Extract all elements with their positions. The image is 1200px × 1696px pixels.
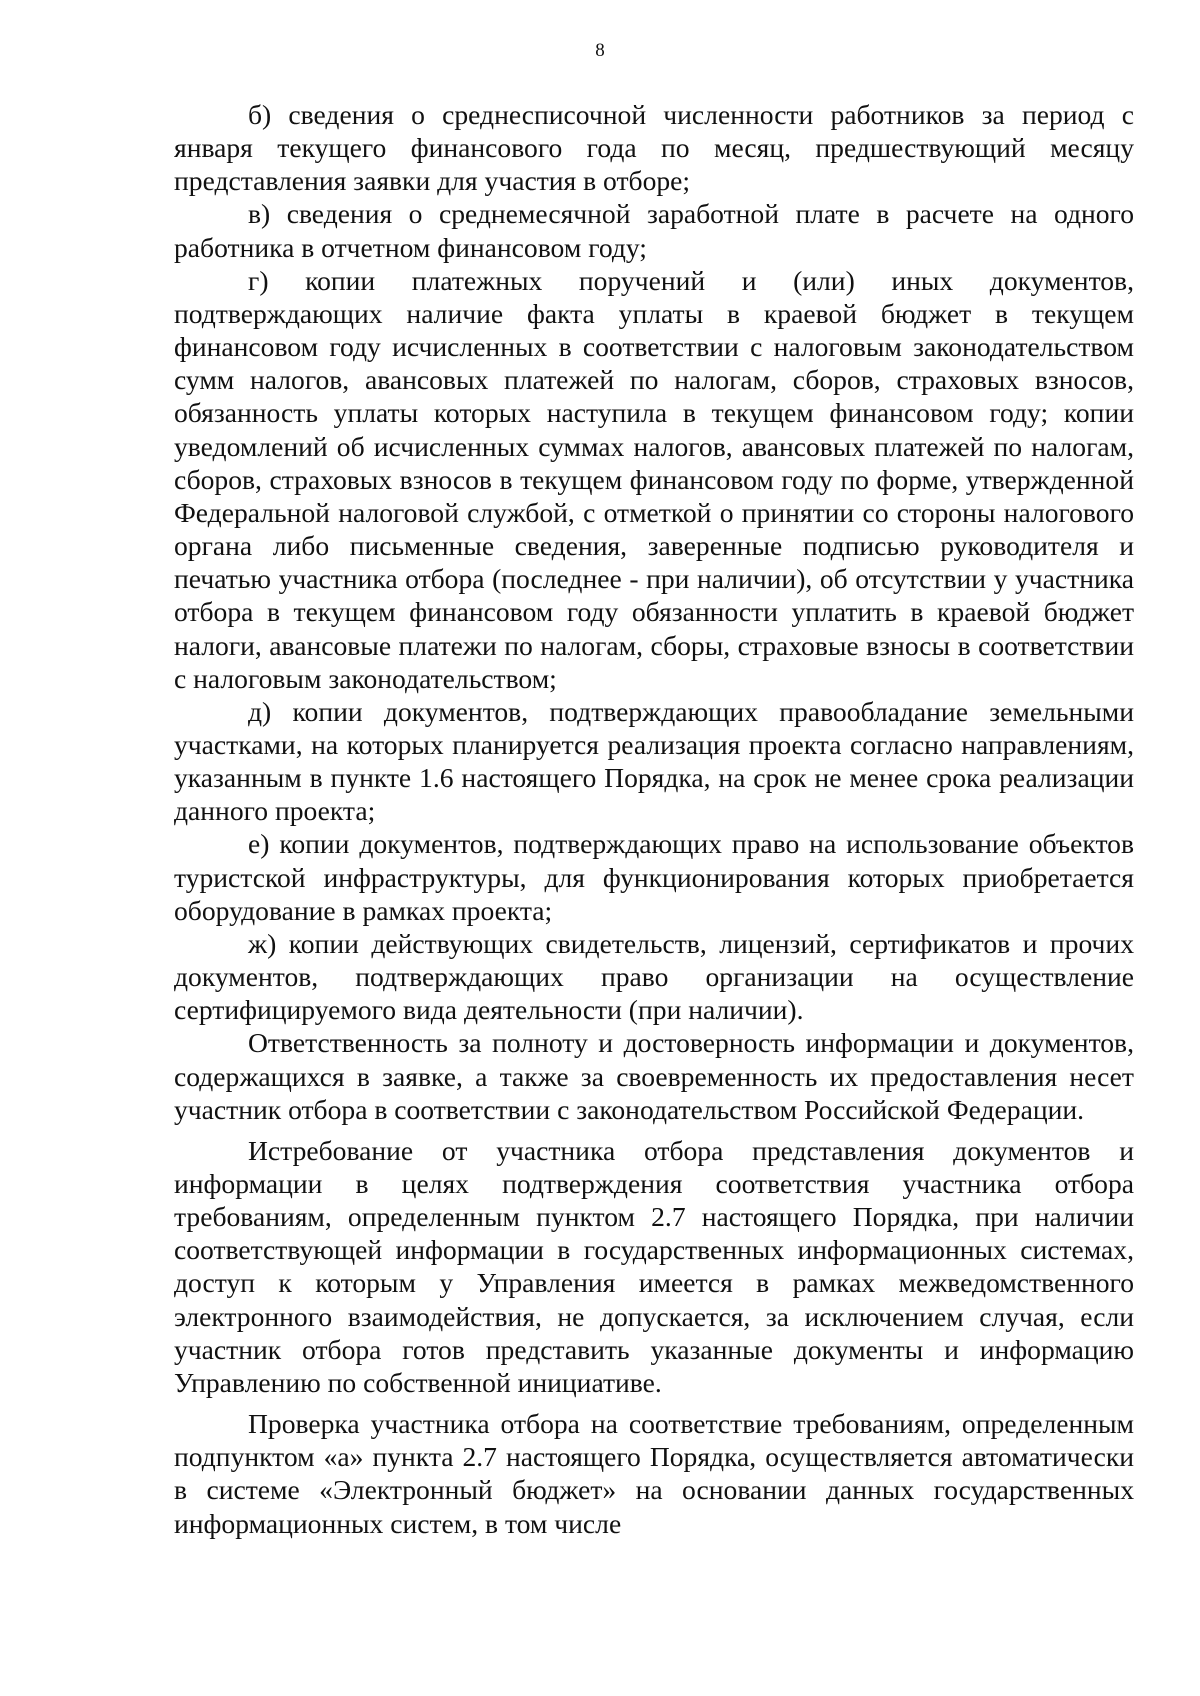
paragraph-b: б) сведения о среднесписочной численности работников за период с января текущего финансового года по месяц, предшествующий месяцу представления заявки для участия в отборе; — [174, 99, 1134, 197]
page-number: 8 — [595, 40, 605, 61]
paragraph-e: е) копии документов, подтверждающих право на использование объектов туристской инфраструктуры, для функционирования которых приобретается оборудование в рамках проекта; — [174, 828, 1134, 926]
paragraph-v: в) сведения о среднемесячной заработной плате в расчете на одного работника в отчетном финансовом году; — [174, 198, 1134, 263]
paragraph-zh: ж) копии действующих свидетельств, лицензий, сертификатов и прочих документов, подтверждающих право организации на осуществление сертифицируемого вида деятельности (при наличии). — [174, 927, 1134, 1026]
paragraph-spacer — [174, 1399, 1134, 1407]
paragraph-spacer — [174, 1126, 1134, 1134]
paragraph-responsibility: Ответственность за полноту и достоверность информации и документов, содержащихся в заявке, а также за своевременность их предоставления несет участник отбора в соответствии с законодательством Российской Федерации. — [174, 1027, 1134, 1125]
paragraph-verification: Проверка участника отбора на соответствие требованиям, определенным подпунктом «а» пункта 2.7 настоящего Порядка, осуществляется автоматически в системе «Электронный бюджет» на основании данных государственных информационных систем, в том числе — [174, 1408, 1134, 1539]
document-body — [174, 98, 1134, 1540]
paragraph-g: г) копии платежных поручений и (или) иных документов, подтверждающих наличие факта уплаты в краевой бюджет в текущем финансовом году исчисленных в соответствии с налоговым законодательством сумм налогов, авансовых платежей по налогам, сборов, страховых взносов, обязанность уплаты которых наступила в текущем финансовом году; копии уведомлений об исчисленных суммах налогов, авансовых платежей по налогам, сборов, страховых взносов в текущем финансовом году по форме, утвержденной Федеральной налоговой службой, с отметкой о принятии со стороны налогового органа либо письменные сведения, заверенные подписью руководителя и печатью участника отбора (последнее - при наличии), об отсутствии у участника отбора в текущем финансовом году обязанности уплатить в краевой бюджет налоги, авансовые платежи по налогам, сборы, страховые взносы в соответствии с налоговым законодательством; — [174, 264, 1134, 694]
paragraph-d: д) копии документов, подтверждающих правообладание земельными участками, на которых планируется реализация проекта согласно направлениям, указанным в пункте 1.6 настоящего Порядка, на срок не менее срока реализации данного проекта; — [174, 695, 1134, 827]
paragraph-requirement: Истребование от участника отбора представления документов и информации в целях подтверждения соответствия участника отбора требованиям, определенным пунктом 2.7 настоящего Порядка, при наличии соответствующей информации в государственных информационных системах, доступ к которым у Управления имеется в рамках межведомственного электронного взаимодействия, не допускается, за исключением случая, если участник отбора готов представить указанные документы и информацию Управлению по собственной инициативе. — [174, 1134, 1134, 1398]
